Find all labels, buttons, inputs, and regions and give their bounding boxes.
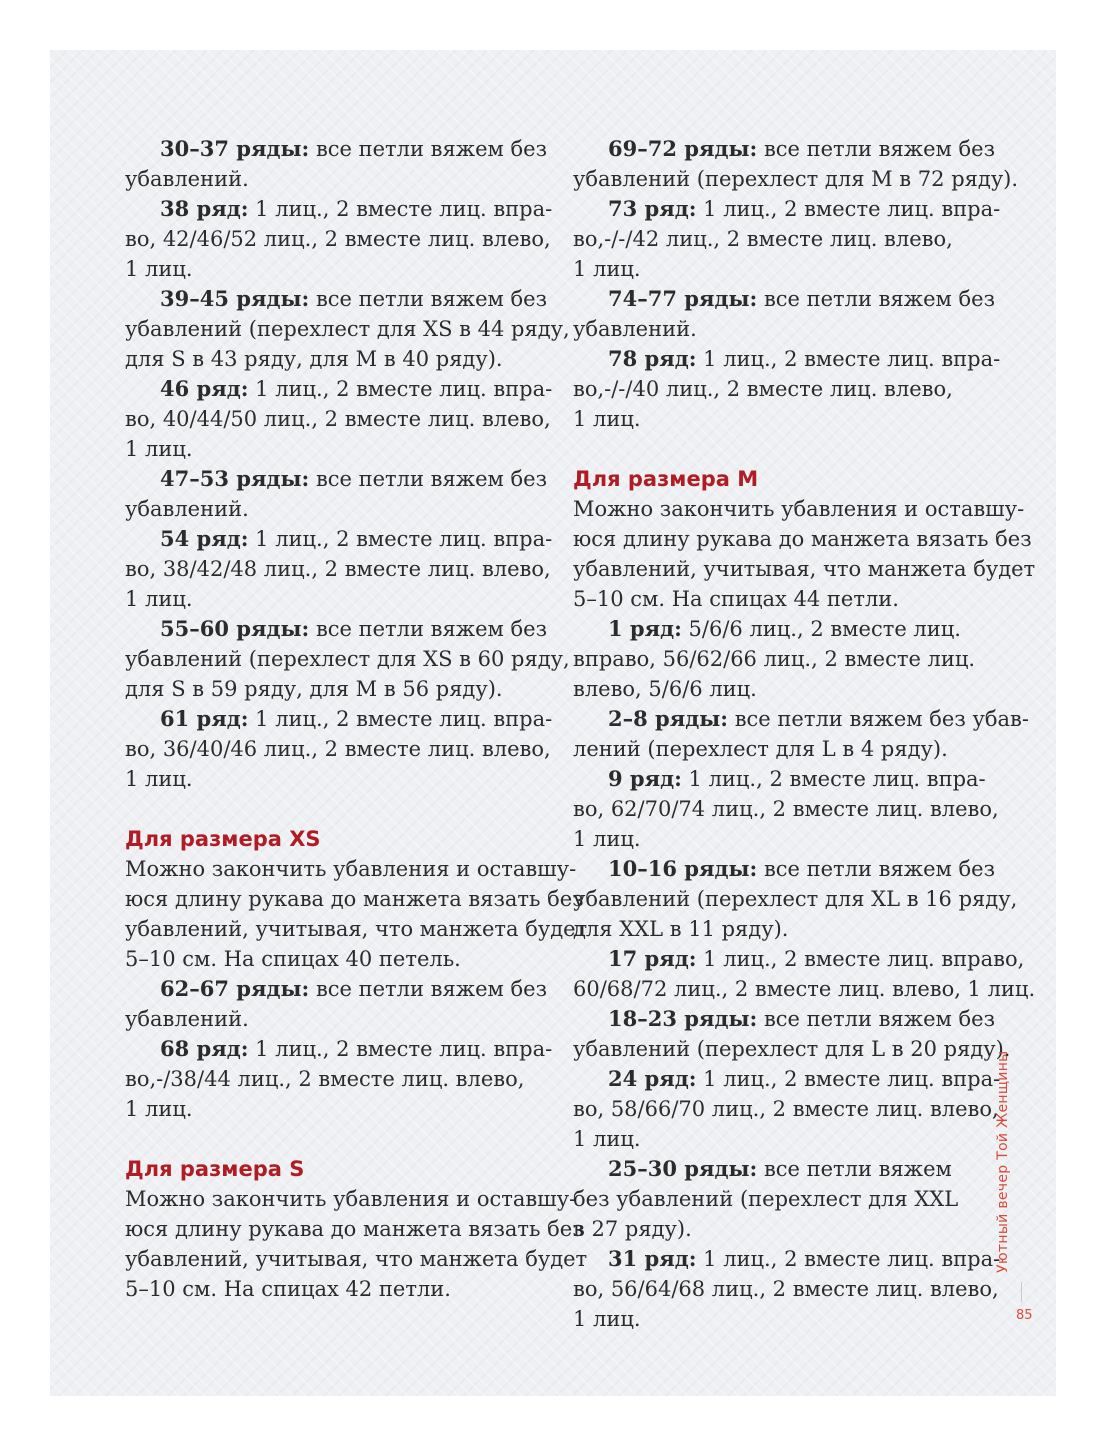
text-line: убавлений, учитывая, что манжета будет: [125, 1247, 588, 1271]
section-intro: [125, 1184, 588, 1304]
text-line: во, 62/70/74 лиц., 2 вместе лиц. влево,: [573, 797, 999, 821]
text-line: убавлений.: [125, 167, 249, 191]
row-label: 17 ряд:: [608, 946, 697, 971]
row-label: 25–30 ряды:: [608, 1156, 758, 1181]
text-line: юся длину рукава до манжета вязать без: [125, 1217, 584, 1241]
row-label: 68 ряд:: [160, 1036, 249, 1061]
text-line: 1 лиц., 2 вместе лиц. впра-: [696, 1247, 1001, 1271]
text-line: убавлений, учитывая, что манжета будет: [125, 917, 588, 941]
text-line: лений (перехлест для L в 4 ряду).: [573, 737, 948, 761]
row-label: 18–23 ряды:: [608, 1006, 758, 1031]
row-label: 61 ряд:: [160, 706, 249, 731]
paragraph: [573, 1004, 1013, 1064]
text-line: во, 40/44/50 лиц., 2 вместе лиц. влево,: [125, 407, 551, 431]
text-line: 1 лиц.: [125, 257, 193, 281]
spacer: [573, 434, 1013, 464]
text-line: 5–10 см. На спицах 42 петли.: [125, 1277, 451, 1301]
text-line: 1 лиц.: [573, 407, 641, 431]
text-line: 60/68/72 лиц., 2 вместе лиц. влево, 1 лиц.: [573, 977, 1036, 1001]
text-line: во,-/-/40 лиц., 2 вместе лиц. влево,: [573, 377, 953, 401]
text-line: 1 лиц.: [573, 1307, 641, 1331]
row-label: 1 ряд:: [608, 616, 682, 641]
text-line: 1 лиц., 2 вместе лиц. впра-: [248, 197, 553, 221]
paragraph: [573, 764, 1013, 854]
text-line: для XXL в 11 ряду).: [573, 917, 789, 941]
text-line: во, 56/64/68 лиц., 2 вместе лиц. влево,: [573, 1277, 999, 1301]
text-line: все петли вяжем без: [757, 287, 996, 311]
spacer: [125, 1124, 565, 1154]
text-line: все петли вяжем без: [757, 137, 996, 161]
text-line: убавлений.: [125, 497, 249, 521]
paragraph: [125, 524, 565, 614]
row-label: 31 ряд:: [608, 1246, 697, 1271]
text-line: 1 лиц., 2 вместе лиц. впра-: [248, 527, 553, 551]
text-line: 1 лиц., 2 вместе лиц. впра-: [248, 377, 553, 401]
text-line: убавлений.: [125, 1007, 249, 1031]
text-line: 1 лиц.: [573, 827, 641, 851]
text-line: все петли вяжем без: [757, 1007, 996, 1031]
text-line: 5–10 см. На спицах 40 петель.: [125, 947, 461, 971]
text-line: юся длину рукава до манжета вязать без: [573, 527, 1032, 551]
text-line: все петли вяжем без: [309, 287, 548, 311]
text-line: во, 58/66/70 лиц., 2 вместе лиц. влево,: [573, 1097, 999, 1121]
row-label: 9 ряд:: [608, 766, 682, 791]
text-line: 1 лиц.: [125, 1097, 193, 1121]
text-line: 1 лиц., 2 вместе лиц. впра-: [248, 707, 553, 731]
text-line: без убавлений (перехлест для XXL: [573, 1187, 959, 1211]
text-line: 1 лиц., 2 вместе лиц. впра-: [696, 197, 1001, 221]
text-line: все петли вяжем без: [757, 857, 996, 881]
text-line: все петли вяжем без: [309, 467, 548, 491]
text-line: убавлений (перехлест для M в 72 ряду).: [573, 167, 1019, 191]
paragraph: [125, 464, 565, 524]
text-line: 1 лиц.: [125, 587, 193, 611]
row-label: 54 ряд:: [160, 526, 249, 551]
text-line: все петли вяжем: [757, 1157, 952, 1181]
text-line: убавлений (перехлест для XS в 60 ряду,: [125, 647, 570, 671]
paragraph: [125, 614, 570, 704]
paragraph: [573, 704, 1029, 764]
paragraph: [573, 854, 1018, 944]
text-line: во, 42/46/52 лиц., 2 вместе лиц. влево,: [125, 227, 551, 251]
paragraph: [573, 194, 1013, 284]
paragraph: [573, 1064, 1013, 1154]
section-heading-s: Для размера S: [125, 1157, 305, 1181]
text-line: 1 лиц., 2 вместе лиц. впра-: [696, 347, 1001, 371]
text-line: 5/6/6 лиц., 2 вместе лиц.: [681, 617, 961, 641]
row-label: 74–77 ряды:: [608, 286, 758, 311]
row-label: 46 ряд:: [160, 376, 249, 401]
paragraph: [573, 134, 1019, 194]
paragraph: [573, 944, 1036, 1004]
left-column: [125, 134, 588, 1304]
text-line: убавлений (перехлест для XS в 44 ряду,: [125, 317, 570, 341]
text-line: 5–10 см. На спицах 44 петли.: [573, 587, 899, 611]
paragraph: [125, 704, 565, 794]
text-line: 1 лиц.: [573, 257, 641, 281]
text-line: убавлений (перехлест для L в 20 ряду).: [573, 1037, 1011, 1061]
section-intro: [125, 854, 588, 974]
text-line: все петли вяжем без: [309, 977, 548, 1001]
paragraph: [573, 284, 1013, 344]
text-line: влево, 5/6/6 лиц.: [573, 677, 757, 701]
paragraph: [125, 194, 565, 284]
text-line: во,-/-/42 лиц., 2 вместе лиц. влево,: [573, 227, 953, 251]
paragraph: [125, 284, 570, 374]
text-line: во,-/38/44 лиц., 2 вместе лиц. влево,: [125, 1067, 525, 1091]
section-heading-m: Для размера M: [573, 467, 759, 491]
text-line: для S в 43 ряду, для M в 40 ряду).: [125, 347, 503, 371]
row-label: 30–37 ряды:: [160, 136, 310, 161]
row-label: 78 ряд:: [608, 346, 697, 371]
text-line: Можно закончить убавления и оставшу-: [125, 857, 577, 881]
spacer: [125, 794, 565, 824]
paragraph: [125, 1034, 565, 1124]
row-label: 69–72 ряды:: [608, 136, 758, 161]
row-label: 47–53 ряды:: [160, 466, 310, 491]
text-line: все петли вяжем без: [309, 617, 548, 641]
text-line: 1 лиц., 2 вместе лиц. впра-: [696, 1067, 1001, 1091]
text-line: во, 36/40/46 лиц., 2 вместе лиц. влево,: [125, 737, 551, 761]
row-label: 62–67 ряды:: [160, 976, 310, 1001]
row-label: 55–60 ряды:: [160, 616, 310, 641]
text-line: 1 лиц., 2 вместе лиц. вправо,: [696, 947, 1025, 971]
text-line: юся длину рукава до манжета вязать без: [125, 887, 584, 911]
paragraph: [573, 614, 1013, 704]
row-label: 39–45 ряды:: [160, 286, 310, 311]
text-line: убавлений.: [573, 317, 697, 341]
row-label: 38 ряд:: [160, 196, 249, 221]
section-intro: [573, 494, 1036, 614]
divider: [1021, 1282, 1022, 1302]
text-line: Можно закончить убавления и оставшу-: [125, 1187, 577, 1211]
text-line: 1 лиц., 2 вместе лиц. впра-: [681, 767, 986, 791]
paragraph: [573, 1244, 1013, 1334]
text-line: для S в 59 ряду, для M в 56 ряду).: [125, 677, 503, 701]
text-line: все петли вяжем без: [309, 137, 548, 161]
text-line: в 27 ряду).: [573, 1217, 692, 1241]
text-line: 1 лиц.: [125, 767, 193, 791]
running-title: Уютный вечер Той Женщины: [995, 1050, 1011, 1273]
text-line: убавлений (перехлест для XL в 16 ряду,: [573, 887, 1018, 911]
page-number: 85: [1016, 1308, 1033, 1323]
text-line: во, 38/42/48 лиц., 2 вместе лиц. влево,: [125, 557, 551, 581]
text-line: вправо, 56/62/66 лиц., 2 вместе лиц.: [573, 647, 976, 671]
paragraph: [573, 344, 1013, 434]
row-label: 24 ряд:: [608, 1066, 697, 1091]
text-line: Можно закончить убавления и оставшу-: [573, 497, 1025, 521]
paragraph: [125, 134, 565, 194]
row-label: 73 ряд:: [608, 196, 697, 221]
paragraph: [125, 974, 565, 1034]
text-line: все петли вяжем без убав-: [728, 707, 1029, 731]
text-line: 1 лиц.: [573, 1127, 641, 1151]
text-line: 1 лиц.: [125, 437, 193, 461]
page: [50, 50, 1056, 1396]
paragraph: [125, 374, 565, 464]
row-label: 10–16 ряды:: [608, 856, 758, 881]
text-line: убавлений, учитывая, что манжета будет: [573, 557, 1036, 581]
text-line: 1 лиц., 2 вместе лиц. впра-: [248, 1037, 553, 1061]
paragraph: [573, 1154, 1013, 1244]
row-label: 2–8 ряды:: [608, 706, 729, 731]
section-heading-xs: Для размера XS: [125, 827, 321, 851]
